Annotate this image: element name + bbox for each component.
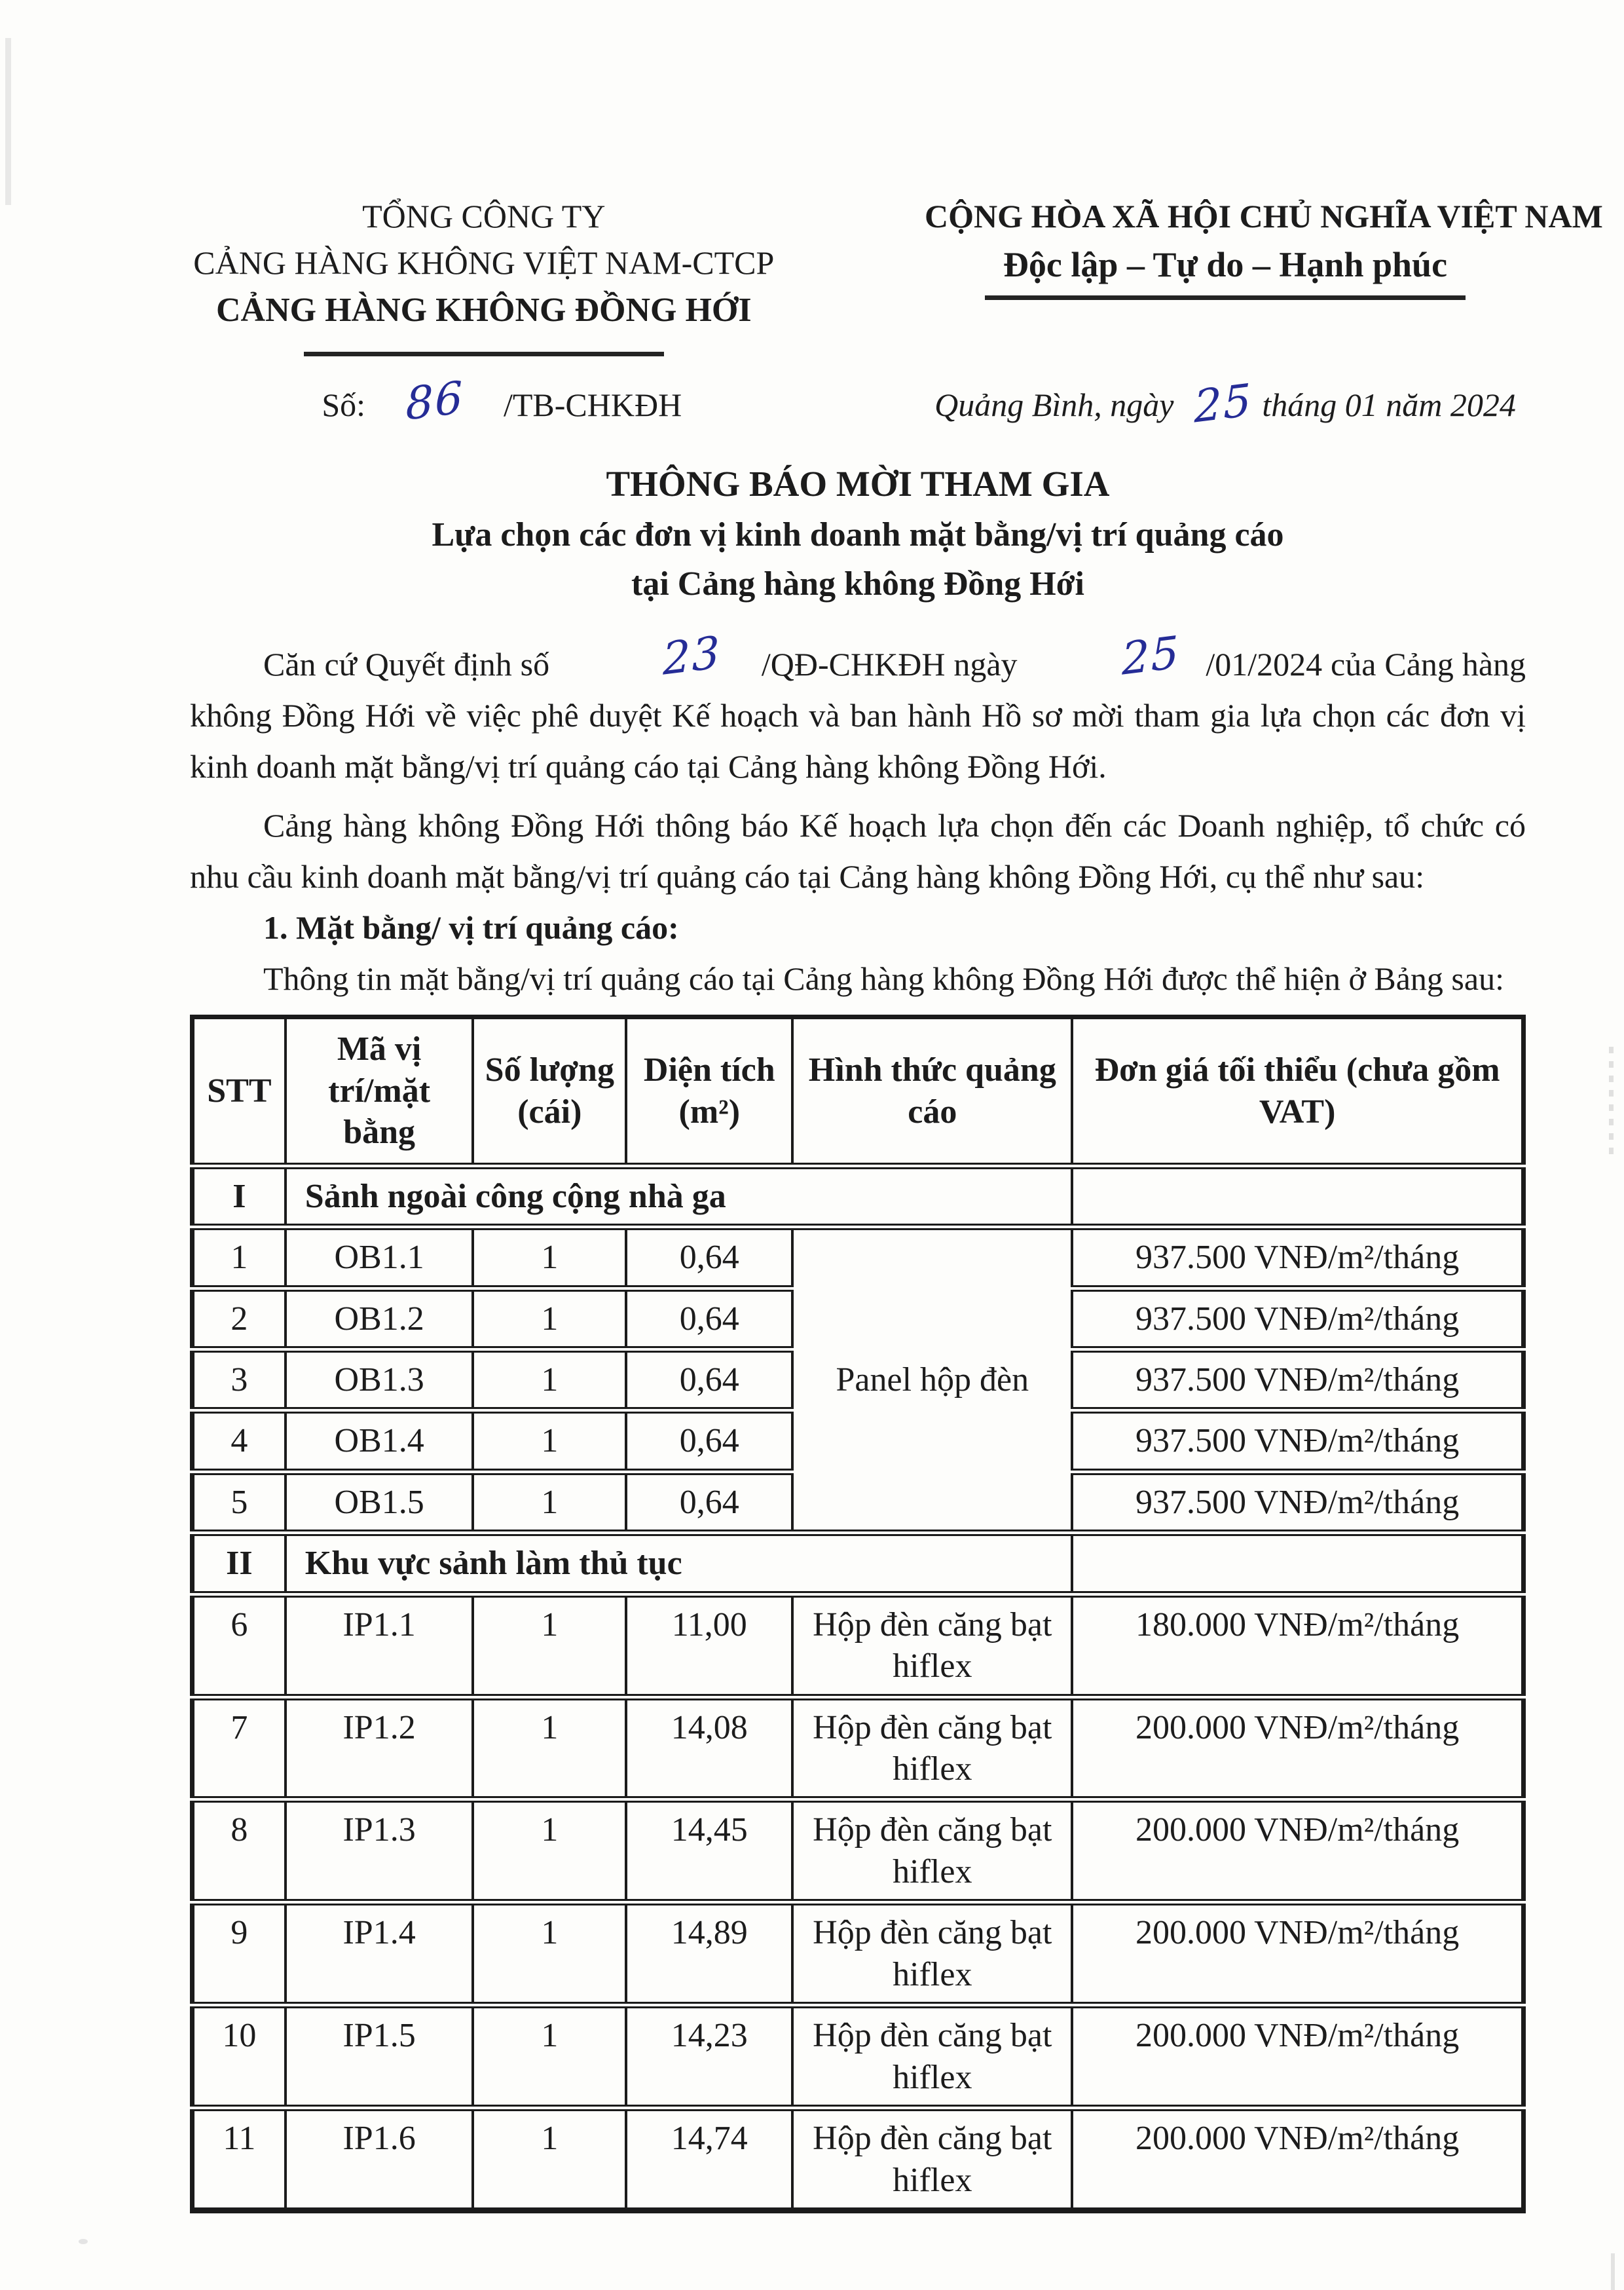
cell-code: OB1.3 [286, 1349, 473, 1410]
org-divider-line [304, 352, 664, 356]
cell-qty: 1 [473, 1799, 626, 1902]
org-airport: CẢNG HÀNG KHÔNG ĐỒNG HỚI [216, 291, 752, 329]
advertising-locations-table [190, 1015, 1526, 2213]
cell-stt: 4 [193, 1410, 286, 1471]
table-row [193, 1594, 1524, 1697]
cell-price: 200.000 VNĐ/m²/tháng [1072, 1697, 1523, 1800]
cell-price: 937.500 VNĐ/m²/tháng [1072, 1227, 1523, 1288]
cell-form-merged: Panel hộp đèn [792, 1227, 1072, 1533]
cell-stt: 1 [193, 1227, 286, 1288]
handwritten-doc-number: 86 [405, 371, 464, 430]
handwritten-decision-day: 25 [1120, 626, 1181, 686]
cell-form: Hộp đèn căng bạt hiflex [792, 1902, 1072, 2005]
cell-section-price-empty [1072, 1533, 1523, 1594]
paragraph-announcement: Cảng hàng không Đồng Hới thông báo Kế hoạch lựa chọn đến các Doanh nghiệp, tổ chức có nhu cầu kinh doanh mặt bằng/vị trí quảng cáo tại Cảng hàng không Đồng Hới, cụ thể như sau: [190, 807, 1526, 895]
cell-stt: 6 [193, 1594, 286, 1697]
cell-price: 937.500 VNĐ/m²/tháng [1072, 1410, 1523, 1471]
cell-area: 0,64 [626, 1227, 792, 1288]
title-line-3: tại Cảng hàng không Đồng Hới [631, 565, 1084, 603]
cell-section-price-empty [1072, 1166, 1523, 1227]
cell-form: Hộp đèn căng bạt hiflex [792, 1594, 1072, 1697]
column-header-stt: STT [193, 1017, 286, 1166]
column-header-area: Diện tích (m²) [626, 1017, 792, 1166]
cell-code: OB1.5 [286, 1472, 473, 1533]
issuing-org-block [190, 193, 778, 356]
table-header-row [193, 1017, 1524, 1166]
cell-section-label: Sảnh ngoài công cộng nhà ga [286, 1166, 1072, 1227]
cell-stt: 11 [193, 2108, 286, 2210]
column-header-qty: Số lượng (cái) [473, 1017, 626, 1166]
section-1-heading: 1. Mặt bằng/ vị trí quảng cáo: [263, 909, 679, 947]
cell-area: 0,64 [626, 1472, 792, 1533]
cell-section-label: Khu vực sảnh làm thủ tục [286, 1533, 1072, 1594]
cell-stt: 8 [193, 1799, 286, 1902]
document-title [190, 458, 1526, 609]
column-header-form: Hình thức quảng cáo [792, 1017, 1072, 1166]
cell-qty: 1 [473, 1349, 626, 1410]
cell-stt: 3 [193, 1349, 286, 1410]
cell-area: 0,64 [626, 1349, 792, 1410]
cell-price: 200.000 VNĐ/m²/tháng [1072, 1902, 1523, 2005]
table-row [193, 1227, 1524, 1288]
cell-area: 11,00 [626, 1594, 792, 1697]
paragraph-table-intro: Thông tin mặt bằng/vị trí quảng cáo tại Cảng hàng không Đồng Hới được thể hiện ở Bảng sau: [263, 960, 1504, 998]
cell-stt: 5 [193, 1472, 286, 1533]
handwritten-day: 25 [1193, 373, 1253, 433]
cell-code: OB1.4 [286, 1410, 473, 1471]
cell-qty: 1 [473, 1697, 626, 1800]
handwritten-decision-number: 23 [662, 626, 722, 686]
cell-form: Hộp đèn căng bạt hiflex [792, 2108, 1072, 2210]
cell-section-no: II [193, 1533, 286, 1594]
doc-number-suffix: /TB-CHKĐH [503, 386, 682, 423]
cell-stt: 10 [193, 2005, 286, 2108]
cell-form: Hộp đèn căng bạt hiflex [792, 2005, 1072, 2108]
cell-form: Hộp đèn căng bạt hiflex [792, 1799, 1072, 1902]
cell-code: IP1.4 [286, 1902, 473, 2005]
doc-meta-row [190, 371, 1526, 433]
cell-price: 180.000 VNĐ/m²/tháng [1072, 1594, 1523, 1697]
cell-stt: 2 [193, 1288, 286, 1349]
scan-artifact-dot [79, 2239, 88, 2244]
date-prefix: Quảng Bình, ngày [934, 386, 1174, 423]
cell-price: 937.500 VNĐ/m²/tháng [1072, 1349, 1523, 1410]
cell-qty: 1 [473, 1472, 626, 1533]
table-row [193, 1697, 1524, 1800]
document-body [190, 626, 1526, 1004]
column-header-code: Mã vị trí/mặt bằng [286, 1017, 473, 1166]
cell-area: 14,23 [626, 2005, 792, 2108]
place-date-line [925, 373, 1526, 433]
cell-code: IP1.6 [286, 2108, 473, 2210]
doc-number-label: Số: [322, 386, 366, 423]
cell-price: 200.000 VNĐ/m²/tháng [1072, 1799, 1523, 1902]
scan-artifact-right-bottom [1611, 2253, 1615, 2290]
org-corporation: CẢNG HÀNG KHÔNG VIỆT NAM-CTCP [193, 244, 775, 281]
cell-area: 0,64 [626, 1410, 792, 1471]
cell-area: 14,74 [626, 2108, 792, 2210]
cell-qty: 1 [473, 2108, 626, 2210]
paragraph-legal-basis [190, 626, 1526, 792]
cell-qty: 1 [473, 1902, 626, 2005]
p1-text-before: Căn cứ Quyết định số [263, 646, 550, 683]
table-section-row [193, 1533, 1524, 1594]
cell-price: 200.000 VNĐ/m²/tháng [1072, 2108, 1523, 2210]
table-section-row [193, 1166, 1524, 1227]
cell-qty: 1 [473, 1288, 626, 1349]
document-header [190, 193, 1603, 356]
cell-qty: 1 [473, 2005, 626, 2108]
cell-area: 14,08 [626, 1697, 792, 1800]
cell-price: 200.000 VNĐ/m²/tháng [1072, 2005, 1523, 2108]
national-motto: Độc lập – Tự do – Hạnh phúc [985, 239, 1466, 300]
column-header-price: Đơn giá tối thiểu (chưa gồm VAT) [1072, 1017, 1523, 1166]
cell-code: OB1.2 [286, 1288, 473, 1349]
table-row [193, 2108, 1524, 2210]
cell-code: IP1.5 [286, 2005, 473, 2108]
p1-text-after: /01/2024 của Cảng hàng không Đồng Hới về việc phê duyệt Kế hoạch và ban hành Hồ sơ mời tham gia lựa chọn các đơn vị kinh doanh mặt bằng/vị trí quảng cáo tại Cảng hàng không Đồng Hới. [190, 646, 1526, 785]
table-row [193, 2005, 1524, 2108]
national-title: CỘNG HÒA XÃ HỘI CHỦ NGHĨA VIỆT NAM [925, 198, 1603, 235]
cell-area: 14,89 [626, 1902, 792, 2005]
org-parent-company: TỔNG CÔNG TY [362, 198, 606, 235]
cell-qty: 1 [473, 1410, 626, 1471]
p1-text-mid: /QĐ-CHKĐH ngày [761, 646, 1018, 683]
title-line-2: Lựa chọn các đơn vị kinh doanh mặt bằng/vị trí quảng cáo [432, 516, 1284, 554]
cell-price: 937.500 VNĐ/m²/tháng [1072, 1288, 1523, 1349]
cell-qty: 1 [473, 1227, 626, 1288]
national-motto-block [925, 193, 1603, 300]
cell-price: 937.500 VNĐ/m²/tháng [1072, 1472, 1523, 1533]
cell-stt: 7 [193, 1697, 286, 1800]
date-suffix: tháng 01 năm 2024 [1262, 386, 1516, 423]
table-row [193, 1902, 1524, 2005]
cell-code: OB1.1 [286, 1227, 473, 1288]
cell-code: IP1.2 [286, 1697, 473, 1800]
cell-section-no: I [193, 1166, 286, 1227]
table-row [193, 1799, 1524, 1902]
cell-stt: 9 [193, 1902, 286, 2005]
cell-form: Hộp đèn căng bạt hiflex [792, 1697, 1072, 1800]
cell-area: 0,64 [626, 1288, 792, 1349]
title-line-1: THÔNG BÁO MỜI THAM GIA [606, 463, 1110, 504]
cell-code: IP1.1 [286, 1594, 473, 1697]
cell-area: 14,45 [626, 1799, 792, 1902]
cell-qty: 1 [473, 1594, 626, 1697]
doc-number-line [190, 371, 778, 430]
cell-code: IP1.3 [286, 1799, 473, 1902]
